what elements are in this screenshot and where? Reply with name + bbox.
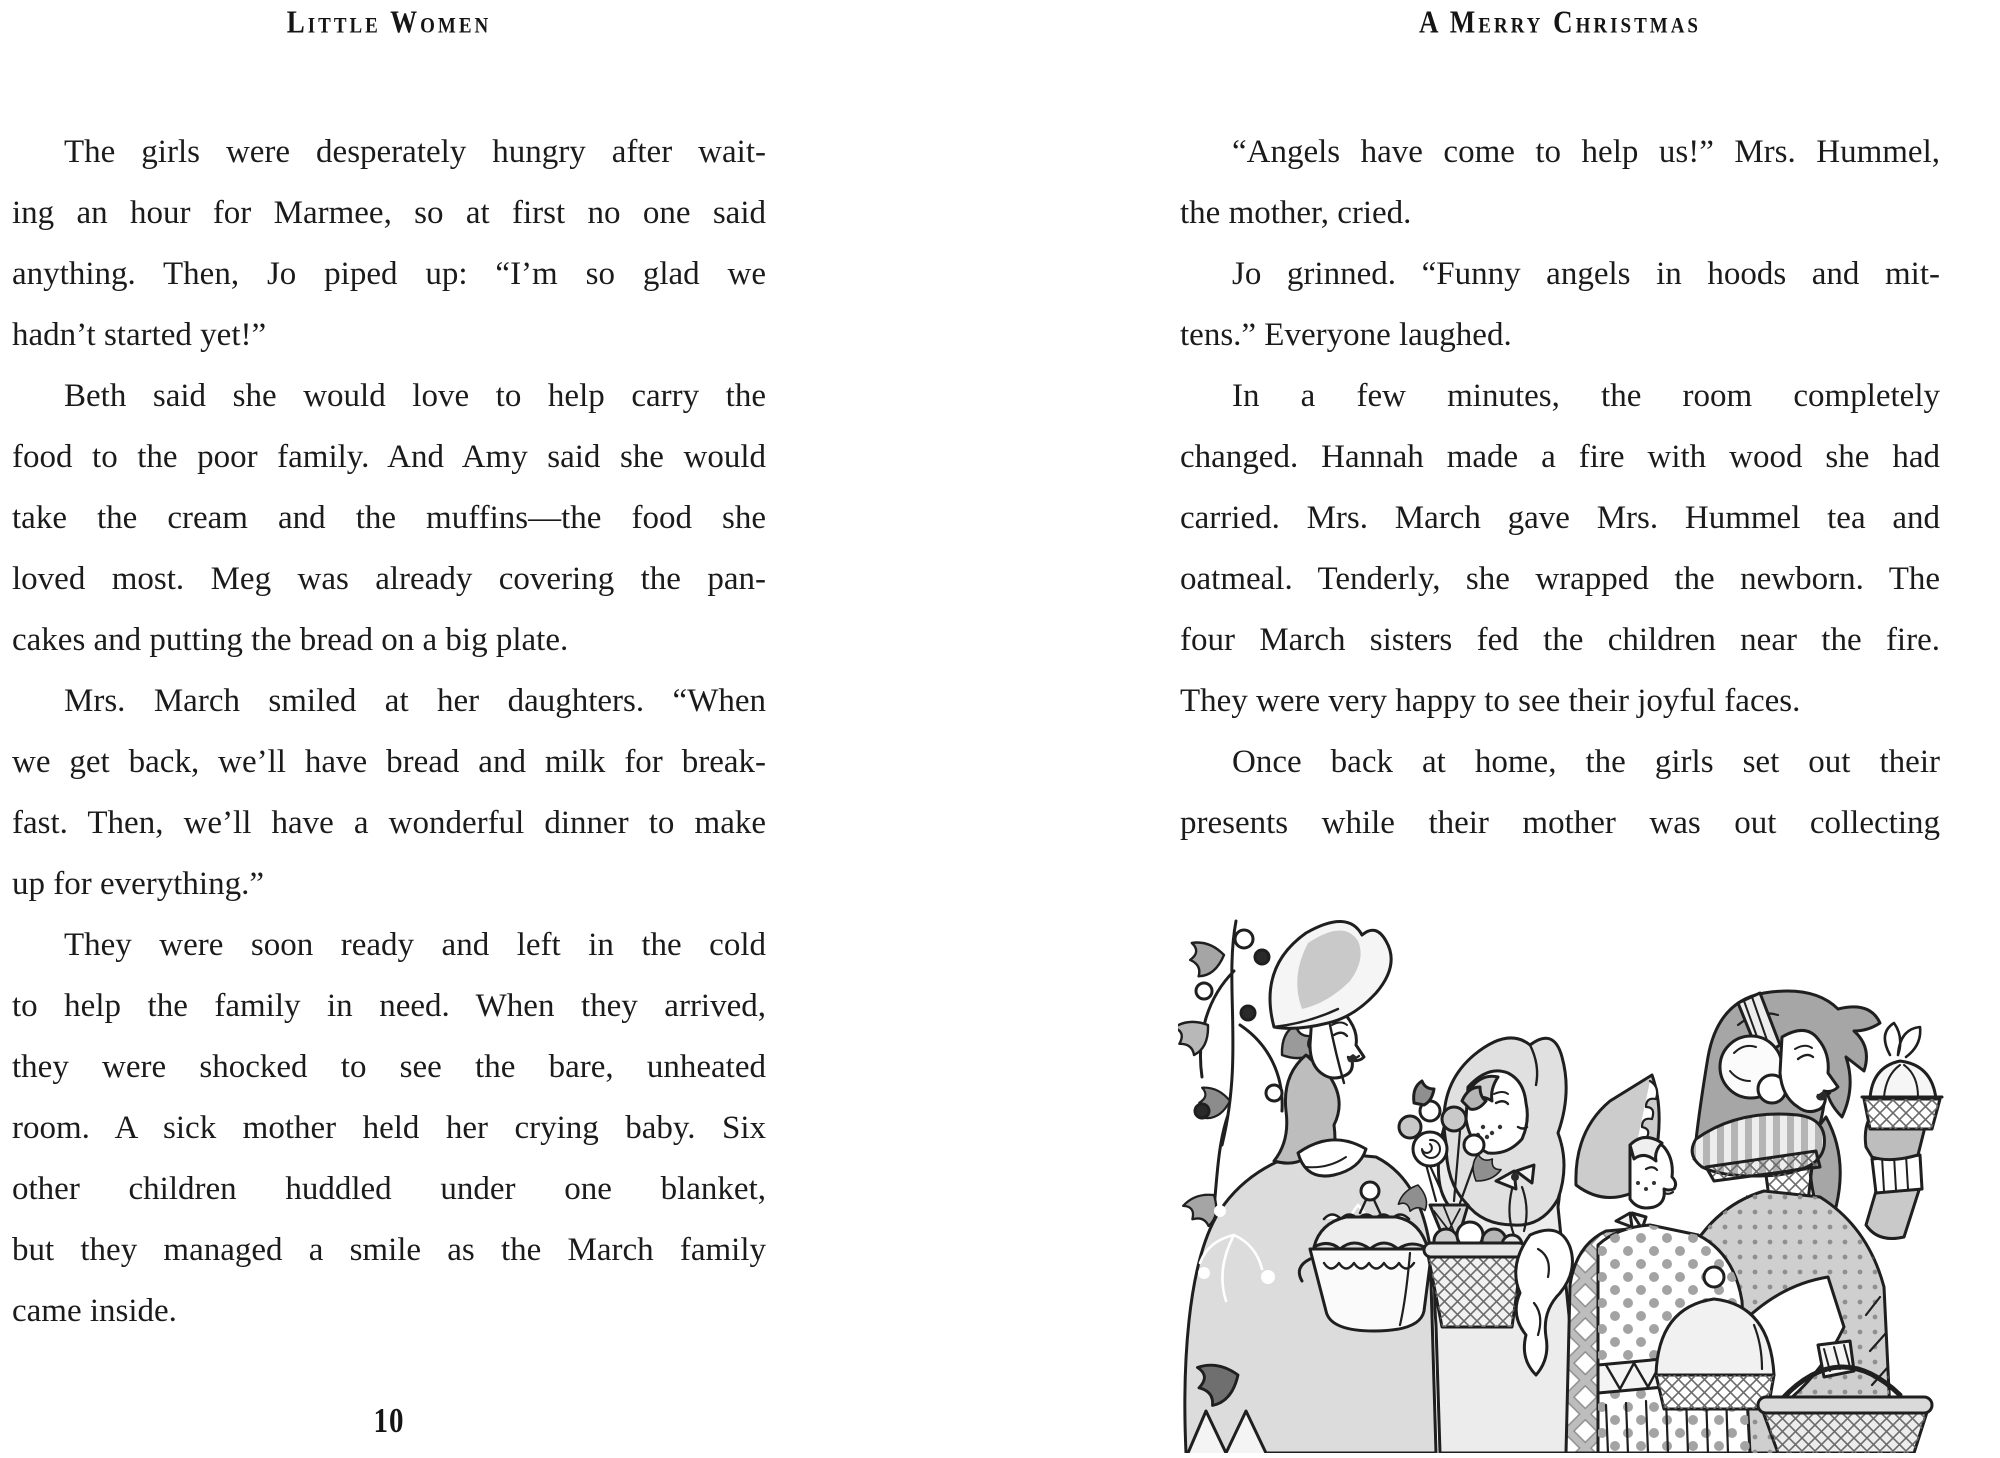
text-line: loved most. Meg was already covering the pan- <box>12 561 766 597</box>
march-sisters-illustration <box>1178 905 1990 1453</box>
text-line: ing an hour for Marmee, so at first no one said <box>12 195 766 231</box>
paragraph <box>12 915 766 1342</box>
text-line: They were very happy to see their joyful faces. <box>1180 683 1801 719</box>
text-line: “Angels have come to help us!” Mrs. Hummel, <box>1232 134 1940 170</box>
text-line: The girls were desperately hungry after wait- <box>64 134 766 170</box>
text-line: changed. Hannah made a fire with wood she had <box>1180 439 1940 475</box>
text-line: carried. Mrs. March gave Mrs. Hummel tea and <box>1180 500 1940 536</box>
text-line: Beth said she would love to help carry the <box>64 378 766 414</box>
paragraph <box>1180 244 1940 366</box>
text-line: presents while their mother was out collecting <box>1180 805 1940 841</box>
text-line: but they managed a smile as the March family <box>12 1232 766 1268</box>
left-body-text <box>12 122 766 1342</box>
left-page <box>12 0 766 1453</box>
text-line: tens.” Everyone laughed. <box>1180 317 1512 353</box>
text-line: up for everything.” <box>12 866 264 902</box>
text-line: room. A sick mother held her crying baby. Six <box>12 1110 766 1146</box>
paragraph <box>1180 366 1940 732</box>
text-line: four March sisters fed the children near the fire. <box>1180 622 1940 658</box>
page-number: 10 <box>373 1402 405 1441</box>
raised-pudding-basket <box>1862 1023 1942 1239</box>
text-line: cakes and putting the bread on a big plate. <box>12 622 569 658</box>
text-line: oatmeal. Tenderly, she wrapped the newborn. The <box>1180 561 1940 597</box>
right-running-head: A Merry Christmas <box>1418 4 1701 40</box>
text-line: In a few minutes, the room completely <box>1232 378 1940 414</box>
text-line: they were shocked to see the bare, unheated <box>12 1049 766 1085</box>
text-line: we get back, we’ll have bread and milk for break- <box>12 744 766 780</box>
paragraph <box>1180 732 1940 854</box>
right-body-text <box>1180 122 1940 854</box>
text-line: came inside. <box>12 1293 177 1329</box>
paragraph <box>12 671 766 915</box>
paragraph <box>12 122 766 366</box>
text-line: take the cream and the muffins—the food she <box>12 500 766 536</box>
sister-with-bonnet <box>1185 921 1443 1453</box>
text-line: the mother, cried. <box>1180 195 1412 231</box>
text-line: fast. Then, we’ll have a wonderful dinner to make <box>12 805 766 841</box>
text-line: other children huddled under one blanket, <box>12 1171 766 1207</box>
text-line: hadn’t started yet!” <box>12 317 267 353</box>
left-running-head: Little Women <box>286 4 492 40</box>
text-line: They were soon ready and left in the cold <box>64 927 766 963</box>
text-line: food to the poor family. And Amy said she would <box>12 439 766 475</box>
text-line: anything. Then, Jo piped up: “I’m so glad we <box>12 256 766 292</box>
text-line: to help the family in need. When they arrived, <box>12 988 766 1024</box>
paragraph <box>1180 122 1940 244</box>
paragraph <box>12 366 766 671</box>
text-line: Once back at home, the girls set out their <box>1232 744 1940 780</box>
fruit-basket <box>1424 1222 1526 1327</box>
text-line: Jo grinned. “Funny angels in hoods and mit- <box>1232 256 1940 292</box>
text-line: Mrs. March smiled at her daughters. “When <box>64 683 766 719</box>
